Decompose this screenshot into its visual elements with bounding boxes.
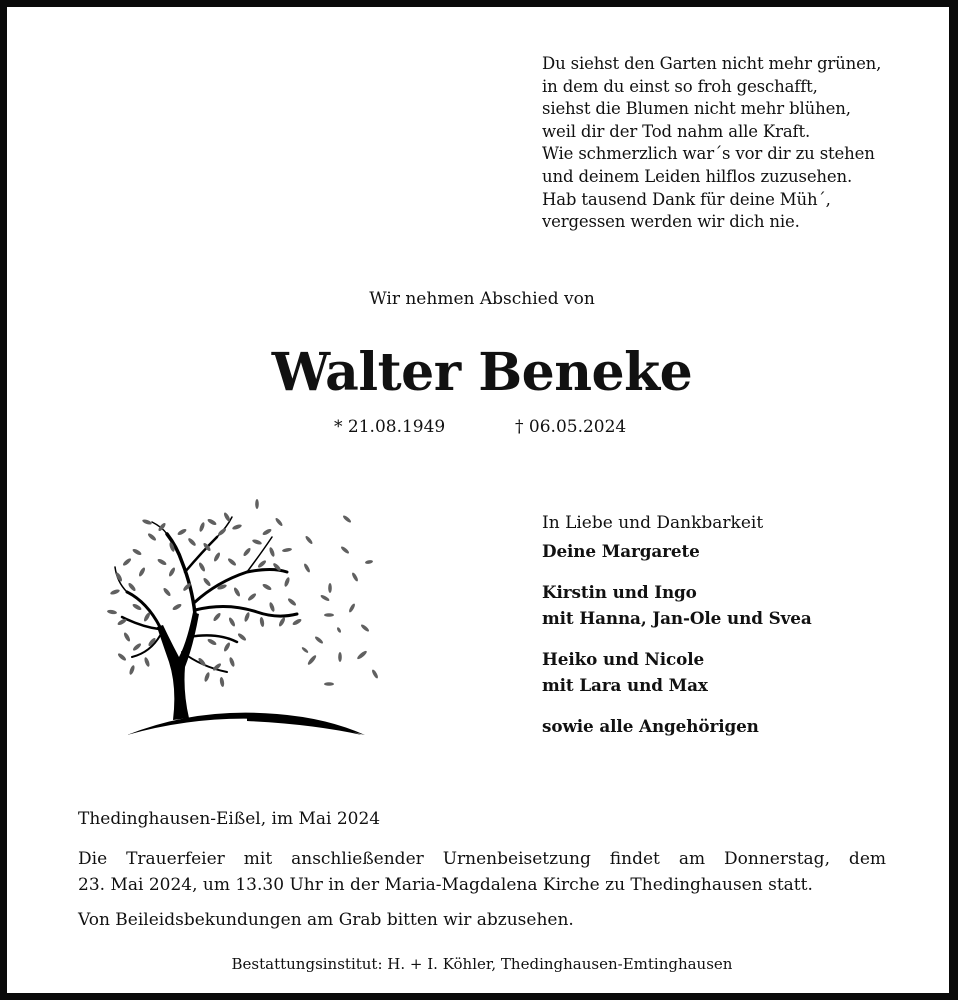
- poem-line: Wie schmerzlich war´s vor dir zu stehen: [542, 144, 875, 164]
- family-member: Deine Margarete: [542, 541, 700, 561]
- family-group: [542, 646, 942, 698]
- undertaker-credit: Bestattungsinstitut: H. + I. Köhler, Thedinghausen-Emtinghausen: [231, 955, 733, 973]
- condolence-note: Von Beileidsbekundungen am Grab bitten wir abzusehen.: [78, 910, 574, 930]
- family-member: Heiko und Nicole: [542, 649, 705, 669]
- poem-line: siehst die Blumen nicht mehr blühen,: [542, 99, 851, 119]
- family-lead: In Liebe und Dankbarkeit: [542, 513, 764, 533]
- poem-line: vergessen werden wir dich nie.: [542, 212, 800, 232]
- family-group: [542, 538, 942, 564]
- death-date: † 06.05.2024: [515, 417, 627, 437]
- ceremony-line: Die Trauerfeier mit anschließender Urnenbeisetzung findet am Donnerstag, dem: [78, 849, 886, 869]
- poem-line: in dem du einst so froh geschafft,: [542, 76, 818, 96]
- ceremony-info: [78, 846, 886, 898]
- birth-date: * 21.08.1949: [334, 417, 446, 437]
- family-member: mit Hanna, Jan-Ole und Svea: [542, 608, 812, 628]
- family-member: sowie alle Angehörigen: [542, 716, 759, 736]
- tree-with-falling-leaves-icon: [107, 492, 387, 742]
- family-group: [542, 713, 942, 739]
- poem-line: Du siehst den Garten nicht mehr grünen,: [542, 54, 882, 73]
- family-signatures: [542, 510, 942, 739]
- poem-line: und deinem Leiden hilflos zuzusehen.: [542, 166, 853, 186]
- ceremony-line: 23. Mai 2024, um 13.30 Uhr in der Maria-Magdalena Kirche zu Thedinghausen statt.: [78, 875, 813, 895]
- poem: [542, 53, 922, 234]
- family-group: [542, 579, 942, 631]
- deceased-name: Walter Beneke: [271, 342, 693, 403]
- intro-text: Wir nehmen Abschied von: [369, 289, 595, 309]
- family-member: mit Lara und Max: [542, 675, 708, 695]
- place-date: Thedinghausen-Eißel, im Mai 2024: [78, 809, 381, 829]
- family-member: Kirstin und Ingo: [542, 582, 697, 602]
- poem-line: Hab tausend Dank für deine Müh´,: [542, 189, 831, 209]
- poem-line: weil dir der Tod nahm alle Kraft.: [542, 121, 811, 141]
